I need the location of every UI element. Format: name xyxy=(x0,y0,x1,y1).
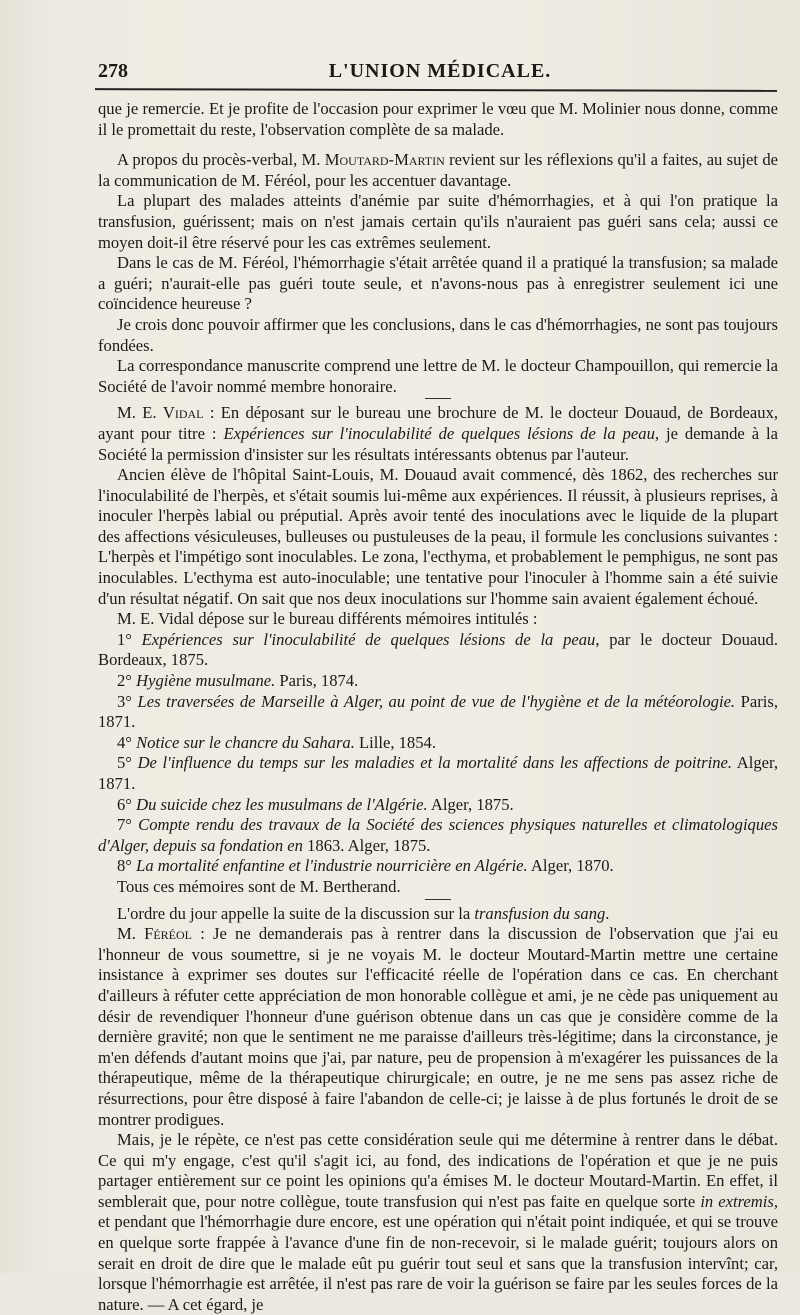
list-item: 6° Du suicide chez les musulmans de l'Algérie. Alger, 1875. xyxy=(117,794,514,814)
speaker-name: Féréol xyxy=(144,924,192,944)
list-item: 3° Les traversées de Marseille à Alger, au point de vue de l'hygiène et de la météorologie. Paris, 1871. xyxy=(98,691,778,732)
page-header xyxy=(95,56,785,86)
speaker-name: Vidal xyxy=(162,403,204,423)
paragraph: Je crois donc pouvoir affirmer que les conclusions, dans le cas d'hémorrhagies, ne sont pas toujours fondées. xyxy=(98,314,778,355)
paragraph: M. E. Vidal dépose sur le bureau différents mémoires intitulés : xyxy=(117,609,538,629)
memoir-list xyxy=(98,630,778,877)
paragraph: Tous ces mémoires sont de M. Bertherand. xyxy=(117,876,401,896)
paragraph: Ancien élève de l'hôpital Saint-Louis, M. Douaud avait commencé, dès 1862, des recherches sur l'inoculabilité de l'herpès, et s'était soumis lui-même aux expériences. Il réussit, à plusieurs reprises, à inoculer l'herpès labial ou préputial. Après avoir tenté des inoculations avec le liquide de la plupart des affections vésiculeuses, bulleuses ou pustuleuses de la peau, il formule les conclusions suivantes : L'herpès et l'impétigo sont inoculables. Le zona, l'ecthyma, et probablement le pemphigus, ne sont pas inoculables. L'ecthyma est auto-inoculable; une tentative pour l'inoculer à l'homme sain a été suivie d'un résultat négatif. On sait que nos deux inoculations sur l'homme sain avaient également échoué. xyxy=(98,465,778,608)
paragraph: La correspondance manuscrite comprend une lettre de M. le docteur Champouillon, qui remercie la Société de l'avoir nommé membre honoraire. xyxy=(98,356,778,396)
book-title: Expériences sur l'inoculabilité de quelques lésions de la peau xyxy=(223,423,655,443)
paragraph: Mais, je le répète, ce n'est pas cette considération seule qui me détermine à rentrer dans le débat. Ce qui m'y engage, c'est qu'il s'agit ici, au fond, des indications de l'opération et que je ne puis partager entièrement sur ce point les opinions qu'a émises M. le docteur Moutard-Martin. En effet, il semblerait que, pour notre collègue, toute transfusion qui n'est pas faite en quelque sorte in extremis, et pendant que l'hémorrhagie dure encore, est une opération qui n'était point indiquée, et qui se trouve en quelque sorte frappée à l'avance d'une fin de non-recevoir, si le malade guérit; toujours alors on serait en droit de dire que le malade eût pu guérir tout seul et sans que la transfusion intervînt; car, lorsque l'hémorrhagie est arrêtée, il n'est pas rare de voir la guérison se faire par les seules forces de la nature. — A cet égard, je xyxy=(98,1130,778,1314)
paragraph: L'ordre du jour appelle la suite de la discussion sur la transfusion du sang. xyxy=(117,903,610,923)
page-number: 278 xyxy=(98,60,128,82)
topic-title: transfusion du sang xyxy=(474,903,606,923)
paragraph: M. E. Vidal : En déposant sur le bureau une brochure de M. le docteur Douaud, de Bordeaux, ayant pour titre : Expériences sur l'inoculabilité de quelques lésions de la peau, je demande à la Société la permission d'insister sur les résultats intéressants obtenus par l'auteur. xyxy=(98,403,779,464)
running-title: L'UNION MÉDICALE. xyxy=(328,60,552,82)
header-rule xyxy=(95,88,777,92)
paragraph: que je remercie. Et je profite de l'occasion pour exprimer le vœu que M. Molinier nous donne, comme il le promettait du reste, l'observation complète de sa malade. xyxy=(98,99,778,139)
list-item: 8° La mortalité enfantine et l'industrie nourricière en Algérie. Alger, 1870. xyxy=(117,856,614,876)
list-item: 1° Expériences sur l'inoculabilité de quelques lésions de la peau, par le docteur Douaud. Bordeaux, 1875. xyxy=(98,629,778,670)
paragraph: A propos du procès-verbal, M. Moutard-Martin revient sur les réflexions qu'il a faites, au sujet de la communication de M. Féréol, pour les accentuer davantage. xyxy=(98,150,778,190)
list-item: 7° Compte rendu des travaux de la Société des sciences physiques naturelles et climatologiques d'Alger, depuis sa fondation en 1863. Alger, 1875. xyxy=(98,815,778,855)
list-item: 5° De l'influence du temps sur les maladies et la mortalité dans les affections de poitrine. Alger, 1871. xyxy=(98,753,778,793)
article-body xyxy=(98,99,778,1315)
list-item: 4° Notice sur le chancre du Sahara. Lille, 1854. xyxy=(117,732,436,752)
paragraph: M. Féréol : Je ne demanderais pas à rentrer dans la discussion de l'observation que j'ai eu l'honneur de vous soumettre, si je ne voyais M. le docteur Moutard-Martin mettre une certaine insistance à exprimer ses doutes sur l'efficacité réelle de l'opération dans ce cas. En cherchant d'ailleurs à réfuter cette appréciation de mon honorable collègue et ami, je ne cède pas uniquement au désir de revendiquer l'honneur d'une guérison obtenue dans un cas que je considère comme de la dernière gravité; non que le sentiment ne me paraisse d'ailleurs très-légitime; dans la circonstance, je m'en défends d'autant moins que j'ai, par nature, peu de propension à m'exagérer les puissances de la thérapeutique, même de la thérapeutique chirurgicale; en outre, je ne me sens pas assez riche de résurrections, pour être disposé à faire l'abandon de celle-ci; je laisse à de plus fortunés le droit de se montrer prodigues. xyxy=(98,924,778,1129)
list-item: 2° Hygiène musulmane. Paris, 1874. xyxy=(117,671,359,691)
paragraph: La plupart des malades atteints d'anémie par suite d'hémorrhagies, et à qui l'on pratique la transfusion, guérissent; mais on n'est jamais certain qu'ils n'auraient pas guéri sans cela; aussi ce moyen doit-il être réservé pour les cas extrêmes seulement. xyxy=(98,191,778,252)
speaker-name: Moutard-Martin xyxy=(324,150,445,170)
paragraph: Dans le cas de M. Féréol, l'hémorrhagie s'était arrêtée quand il a pratiqué la transfusion; sa malade a guéri; n'aurait-elle pas guéri toute seule, et n'avons-nous pas à enregistrer seulement ici une coïncidence heureuse ? xyxy=(98,253,778,314)
